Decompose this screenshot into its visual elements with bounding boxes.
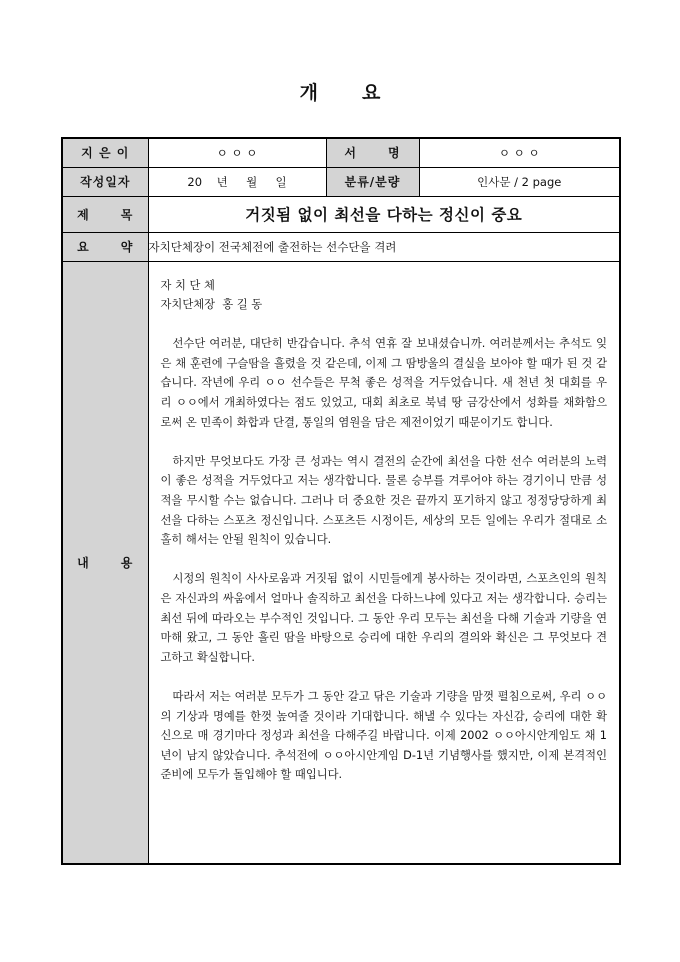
title-char-2: 요 [362,82,381,104]
sender-name: 자치단체장 홍 길 동 [160,298,263,312]
content-label: 내 용 [62,261,148,864]
subject-label: 제 목 [62,196,148,232]
sender-org: 자 치 단 체 [160,278,215,292]
author-value: ㅇ ㅇ ㅇ [148,138,326,167]
content-row [62,261,620,864]
content-body [148,261,620,864]
date-value: 20 년 월 일 [148,167,326,196]
title-char-1: 개 [299,82,318,104]
subject-value: 거짓됨 없이 최선을 다하는 정신이 중요 [148,196,620,232]
author-row [62,138,620,167]
content-paragraph: 하지만 무엇보다도 가장 큰 성과는 역시 결전의 순간에 최선을 다한 선수 여러분의 노력이 좋은 성적을 거두었다고 저는 생각합니다. 물론 승부를 겨루어야 하는 경기이니 만큼 성적을 무시할 수는 없습니다. 그러나 더 중요한 것은 끝까지 포기하지 않고 정정당당하게 최선을 다하는 스포츠 정신입니다. 스포츠든 시정이든, 세상의 모든 일에는 우리가 절대로 소홀히 해서는 안될 원칙이 있습니다. [160,454,607,547]
signer-label: 서 명 [326,138,419,167]
summary-label: 요 약 [62,232,148,261]
subject-row [62,196,620,232]
content-paragraph: 따라서 저는 여러분 모두가 그 동안 갈고 닦은 기술과 기량을 맘껏 펼침으로써, 우리 ㅇㅇ의 기상과 명예를 한껏 높여줄 것이라 기대합니다. 해낼 수 있다는 자신감, 승리에 대한 확신으로 매 경기마다 정성과 최선을 다해주길 바랍니다. 이제 2002 ㅇㅇ아시안게임도 채 1년이 남지 않았습니다. 추석전에 ㅇㅇ아시안게임 D-1년 기념행사를 했지만, 이제 본격적인 준비에 모두가 돌입해야 할 때입니다. [160,689,607,782]
document-title [0,78,680,105]
content-paragraph: 시정의 원칙이 사사로움과 거짓됨 없이 시민들에게 봉사하는 것이라면, 스포츠인의 원칙은 자신과의 싸움에서 얼마나 솔직하고 최선을 다하느냐에 있다고 저는 생각합니다. 승리는 최선 뒤에 따라오는 부수적인 것입니다. 그 동안 우리 모두는 최선을 다해 기술과 기량을 연마해 왔고, 그 동안 흘린 땀을 바탕으로 승리에 대한 우리의 결의와 확신은 그 무엇보다 견고하고 확실합니다. [160,572,607,664]
content-paragraph: 선수단 여러분, 대단히 반갑습니다. 추석 연휴 잘 보내셨습니까. 여러분께서는 추석도 잊은 채 훈련에 구슬땀을 흘렸을 것 같은데, 이제 그 땀방울의 결실을 보아야 할 때가 된 것 같습니다. 작년에 우리 ㅇㅇ 선수들은 무척 좋은 성적을 거두었습니다. 새 천년 첫 대회를 우리 ㅇㅇ에서 개최하였다는 점도 있었고, 대회 최초로 북녘 땅 금강산에서 성화를 채화함으로써 온 민족이 화합과 단결, 통일의 염원을 담은 제전이었기 때문이기도 합니다. [160,337,607,429]
date-row [62,167,620,196]
date-label: 작성일자 [62,167,148,196]
category-label: 분류/분량 [326,167,419,196]
summary-value: 자치단체장이 전국체전에 출전하는 선수단을 격려 [148,232,620,261]
signer-value: ㅇ ㅇ ㅇ [419,138,620,167]
summary-row [62,232,620,261]
author-label: 지 은 이 [62,138,148,167]
category-value: 인사문 / 2 page [419,167,620,196]
summary-form-table [61,137,621,865]
